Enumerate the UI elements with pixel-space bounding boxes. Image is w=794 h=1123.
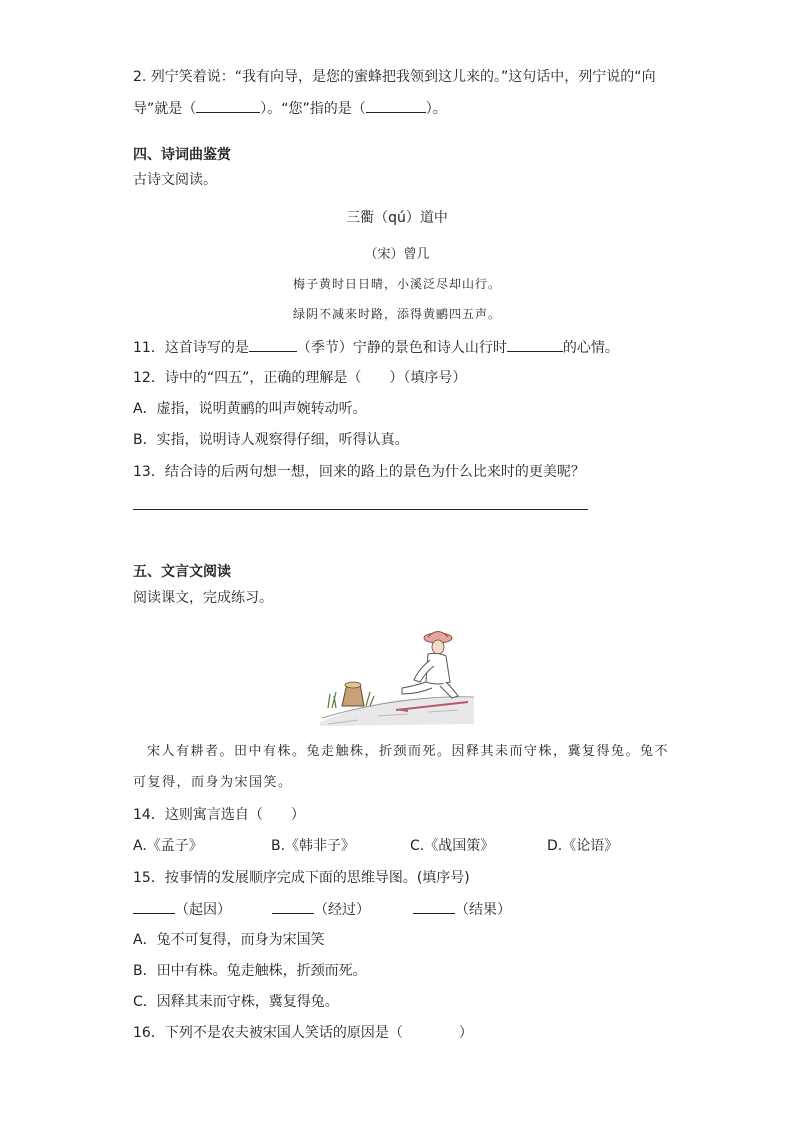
q11 [133,337,619,358]
q15-process [272,899,370,920]
q2-line2 [133,98,447,119]
q13-answer-line[interactable] [133,509,588,510]
q14-option-b[interactable]: B.《韩非子》 [271,838,356,854]
classical-text-line-2: 可复得，而身为宋国笑。 [133,775,293,790]
q14-option-a[interactable]: A.《孟子》 [133,838,203,854]
q15-blank-cause[interactable] [133,899,175,914]
section5-title: 五、文言文阅读 [133,564,231,580]
q15-label-cause: （起因） [175,902,231,918]
q15-blank-process[interactable] [272,899,314,914]
poem-title: 三衢（qú）道中 [346,210,448,226]
q12-option-a[interactable]: A．虚指，说明黄鹂的叫声婉转动听。 [133,401,367,417]
section4-intro: 古诗文阅读。 [133,172,217,188]
q2-blank-guide[interactable] [196,98,260,113]
q2-text-c: ）。 [425,101,447,117]
q14: 14．这则寓言选自（ ） [133,807,305,823]
q15-cause [133,899,231,920]
section5-intro: 阅读课文，完成练习。 [133,590,273,606]
q16: 16．下列不是农夫被宋国人笑话的原因是（ ） [133,1025,473,1041]
q11-blank-season[interactable] [249,337,297,352]
q2-blank-you[interactable] [366,98,426,113]
q11-blank-mood[interactable] [507,337,563,352]
q12: 12．诗中的“四五”，正确的理解是（ ）（填序号） [133,370,467,386]
q15-result [413,899,511,920]
q13: 13．结合诗的后两句想一想，回来的路上的景色为什么比来时的更美呢？ [133,464,585,480]
q15-option-b[interactable]: B．田中有株。兔走触株，折颈而死。 [133,963,367,979]
q14-option-c[interactable]: C.《战国策》 [410,838,495,854]
q15-label-process: （经过） [314,902,370,918]
poem-line-1: 梅子黄时日日晴，小溪泛尽却山行。 [292,277,501,291]
q12-option-b[interactable]: B．实指，说明诗人观察得仔细，听得认真。 [133,432,409,448]
q11-text-a: 11．这首诗写的是 [133,340,249,356]
q14-option-d[interactable]: D.《论语》 [547,838,619,854]
q11-text-b: （季节）宁静的景色和诗人山行时 [296,340,507,356]
q15-label-result: （结果） [455,902,511,918]
q15: 15．按事情的发展顺序完成下面的思维导图。(填序号) [133,870,470,886]
q15-option-a[interactable]: A．兔不可复得，而身为宋国笑 [133,932,325,948]
q15-option-c[interactable]: C．因释其耒而守株，冀复得兔。 [133,994,339,1010]
q15-blank-result[interactable] [413,899,455,914]
poem-author: （宋）曾几 [364,247,430,262]
q11-text-c: 的心情。 [562,340,619,356]
classical-text-line-1: 宋人有耕者。田中有株。兔走触株，折颈而死。因释其耒而守株，冀复得兔。兔不 [147,744,670,759]
poem-line-2: 绿阴不减来时路，添得黄鹂四五声。 [292,307,501,321]
q2-text-a: 导”就是（ [133,101,197,117]
farmer-stump-illustration [318,626,476,728]
section4-title: 四、诗词曲鉴赏 [133,147,231,163]
q2-text-b: ）。“您”指的是（ [260,101,366,117]
q2-line1: 2. 列宁笑着说：“我有向导，是您的蜜蜂把我领到这儿来的。”这句话中，列宁说的“向 [133,69,656,85]
